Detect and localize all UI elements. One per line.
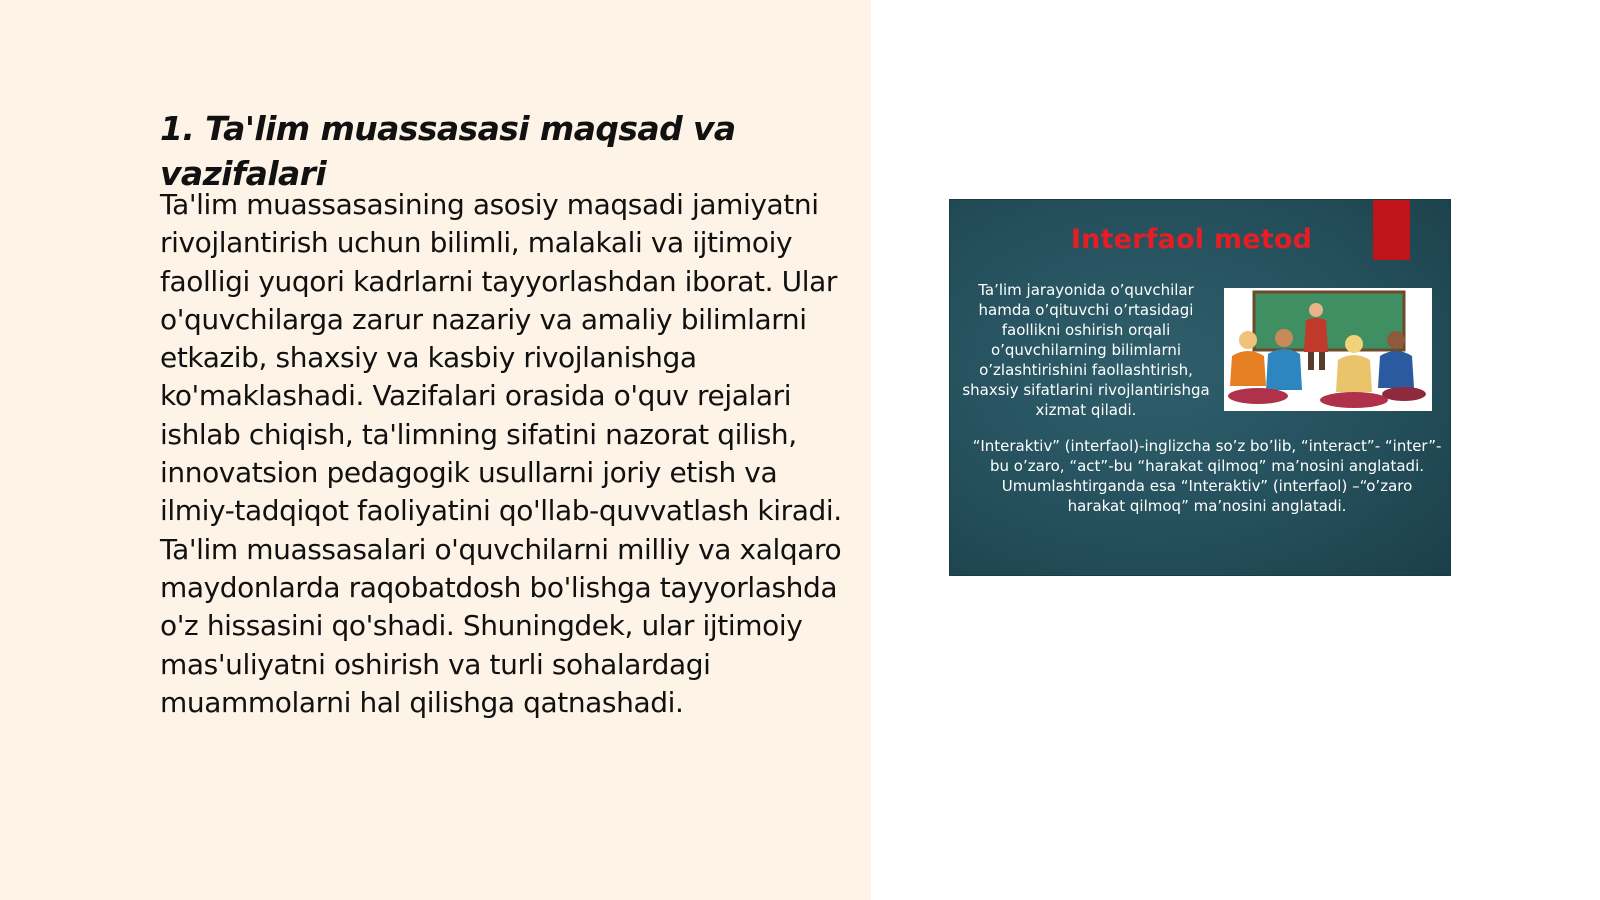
interfaol-metod-picture: [950, 200, 1450, 575]
student-body: [1230, 351, 1266, 386]
student-head: [1387, 331, 1405, 349]
student-body: [1378, 351, 1414, 388]
desk: [1228, 388, 1288, 404]
classroom-illustration: [1224, 288, 1432, 411]
student-body: [1266, 349, 1302, 390]
slide-body-text: Ta'lim muassasasining asosiy maqsadi jamiyatni rivojlantirish uchun bilimli, malakali va ijtimoiy faolligi yuqori kadrlarni tayyorlashdan iborat. Ular o'quvchilarga zarur nazariy va amaliy bilimlarni etkazib, shaxsiy va kasbiy rivojlanishga ko'maklashadi. Vazifalari orasida o'quv rejalari ishlab chiqish, ta'limning sifatini nazorat qilish, innovatsion pedagogik usullarni joriy etish va ilmiy-tadqiqot faoliyatini qo'llab-quvvatlash kiradi. Ta'lim muassasalari o'quvchilarni milliy va xalqaro maydonlarda raqobatdosh bo'lishga tayyorlashda o'z hissasini qo'shadi. Shuningdek, ular ijtimoiy mas'uliyatni oshirish va turli sohalardagi muammolarni hal qilishga qatnashadi.: [160, 188, 842, 719]
student-head: [1275, 329, 1293, 347]
student-body: [1336, 355, 1372, 392]
classroom-illustration-svg: [1224, 288, 1432, 411]
teacher-body: [1304, 318, 1328, 352]
student-head: [1239, 331, 1257, 349]
picture-text-left: Ta’lim jarayonida o’quvchilar hamda o’qituvchi o’rtasidagi faollikni oshirish orqali o’quvchilarning bilimlarni o’zlashtirishini faollashtirish, shaxsiy sifatlarini rivojlantirishga xizmat qiladi.: [962, 281, 1210, 419]
picture-text-bottom: “Interaktiv” (interfaol)-inglizcha so’z bo’lib, “interact”- “inter”-bu o’zaro, “act”-bu “harakat qilmoq” ma’nosini anglatadi. Umumlashtirganda esa “Interaktiv” (interfaol) –“o’zaro harakat qilmoq” ma’nosini anglatadi.: [972, 437, 1442, 515]
desk: [1382, 387, 1426, 401]
desk: [1320, 392, 1388, 408]
teacher-head: [1309, 303, 1323, 317]
student-head: [1345, 335, 1363, 353]
slide-title: 1. Ta'lim muassasasi maqsad va vazifalari: [160, 109, 736, 193]
picture-heading: Interfaol metod: [1070, 224, 1313, 255]
